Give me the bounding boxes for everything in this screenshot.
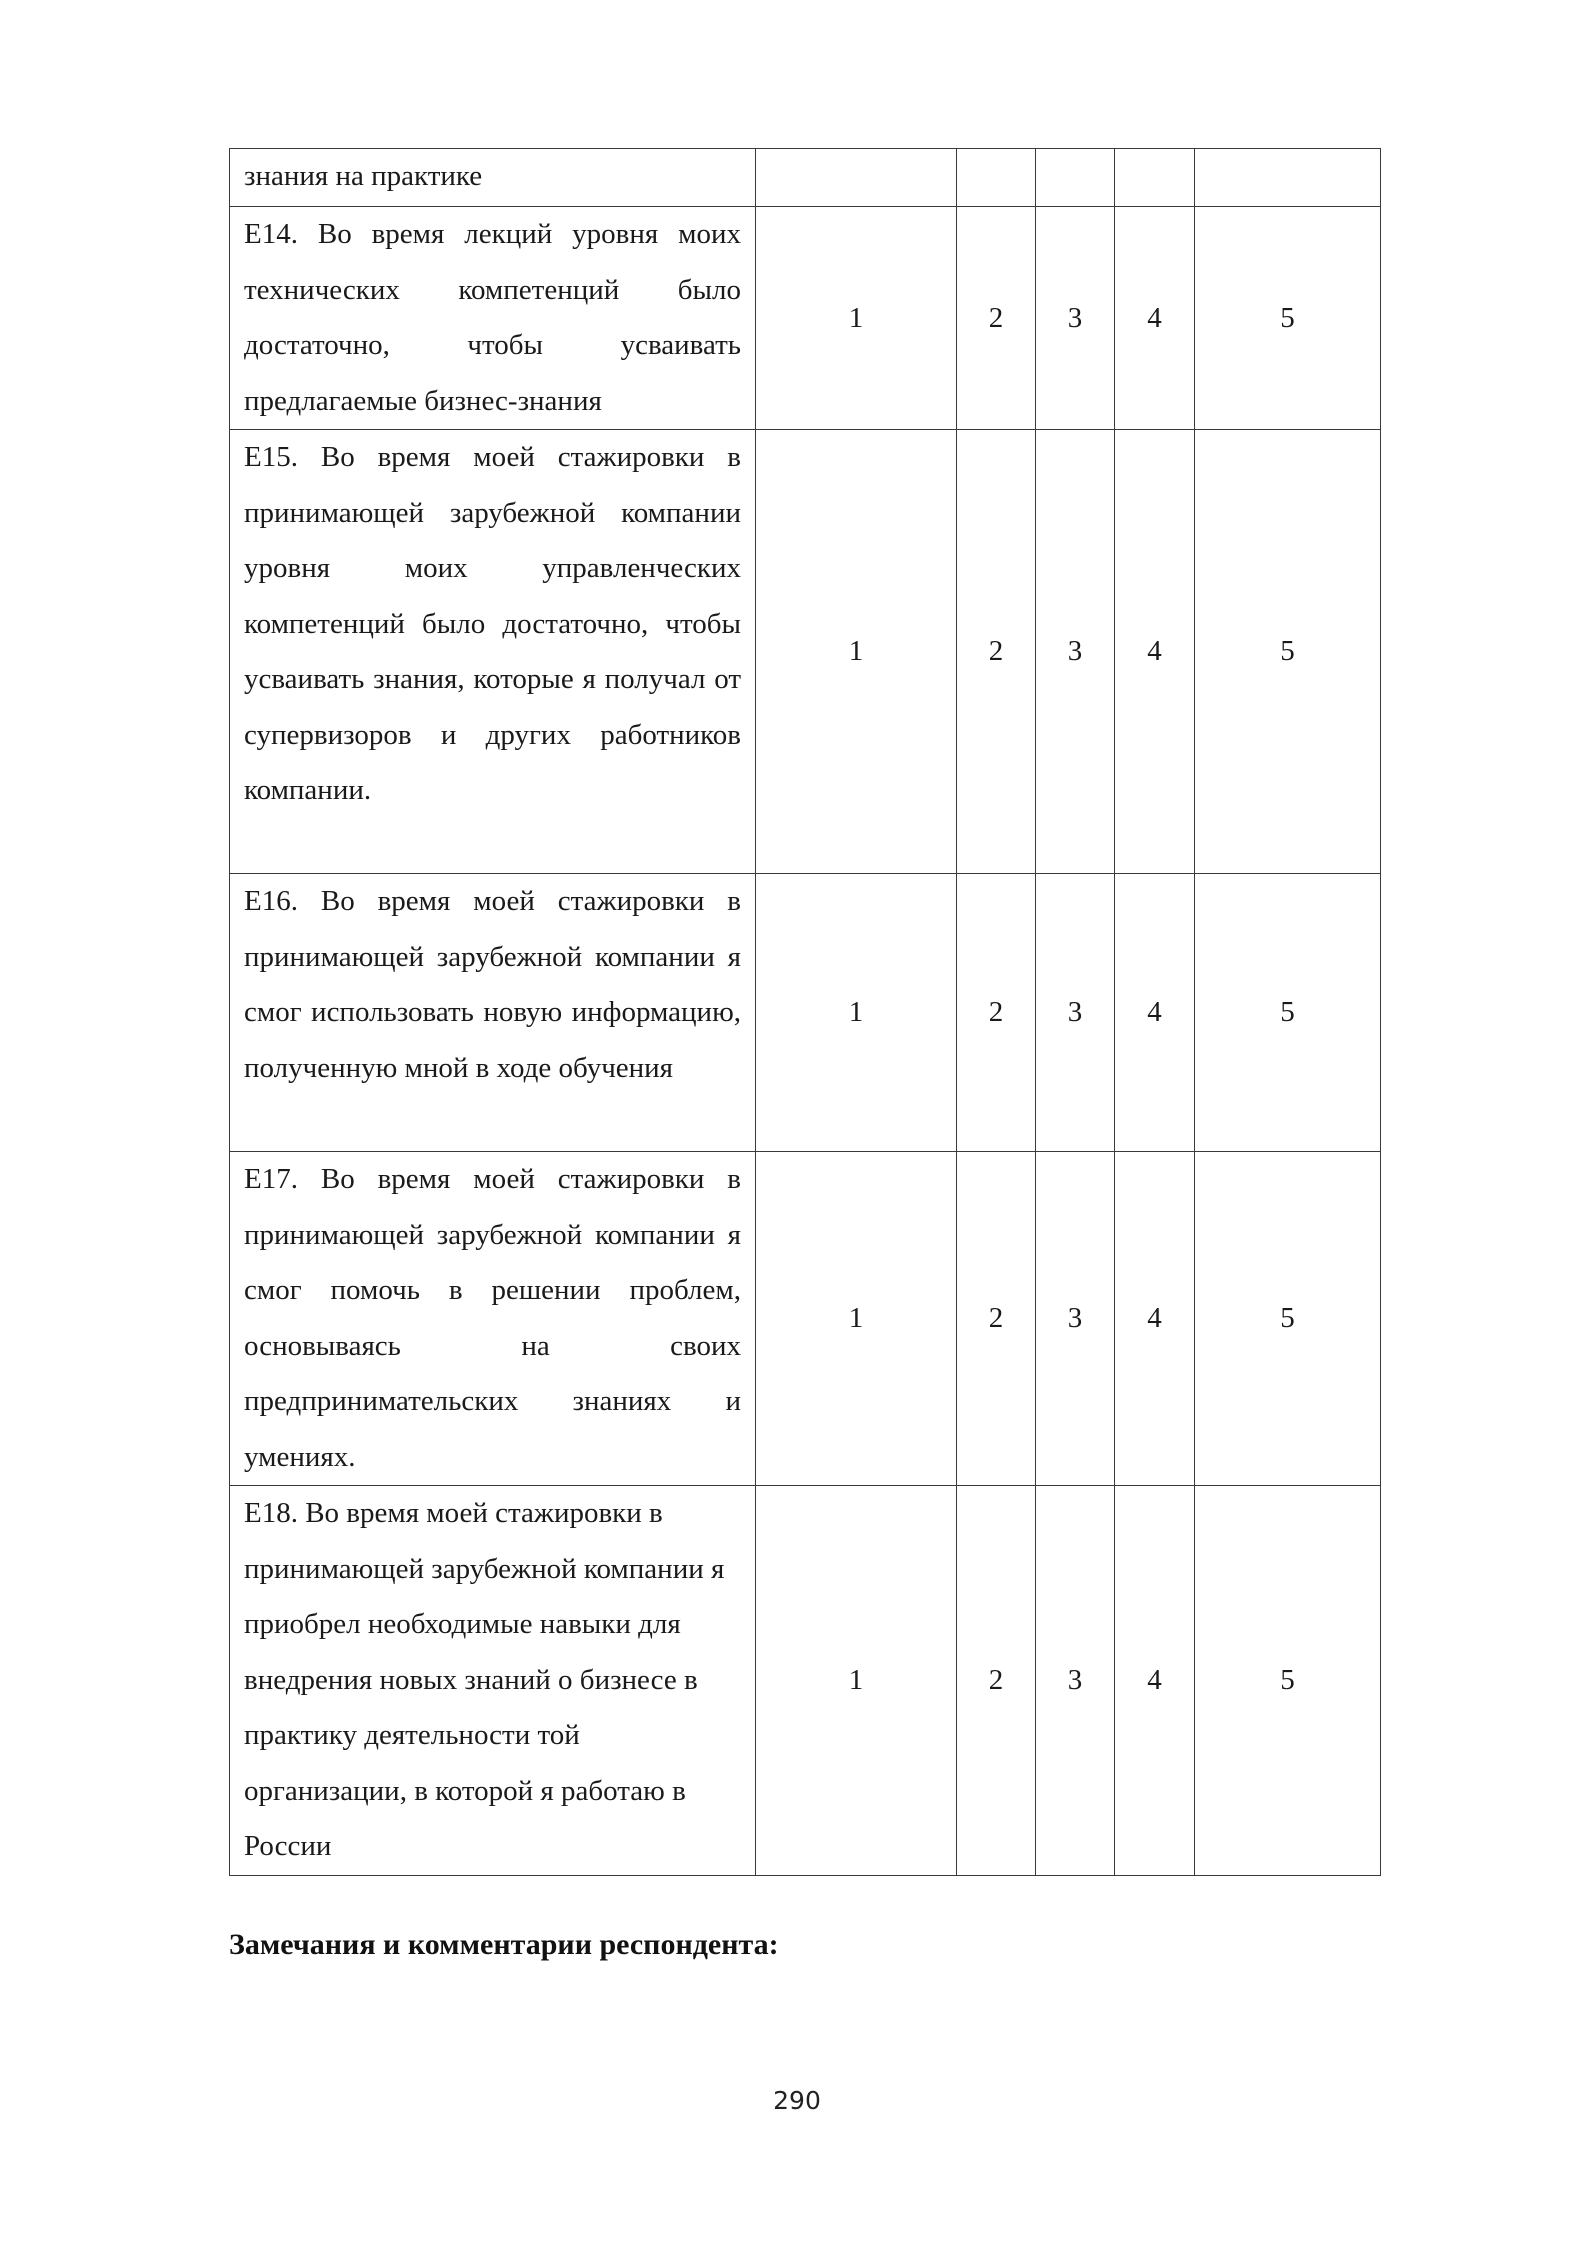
table-row — [230, 207, 1381, 430]
score-3-cell: 3 — [1036, 1486, 1115, 1876]
score-3-cell — [1036, 149, 1115, 207]
page-number: 290 — [773, 2086, 821, 2115]
question-text: E15. Во время моей стажировки в принимающей зарубежной компании уровня моих управленческих компетенций было достаточно, чтобы усваивать знания, которые я получал от супервизоров и других работников компании. — [230, 430, 756, 874]
score-1-cell: 1 — [756, 1486, 957, 1876]
score-4-cell: 4 — [1115, 1486, 1195, 1876]
score-3-cell: 3 — [1036, 207, 1115, 430]
table-row — [230, 1152, 1381, 1486]
table-row — [230, 149, 1381, 207]
score-2-cell: 2 — [957, 874, 1036, 1152]
score-2-cell: 2 — [957, 1152, 1036, 1486]
table-row — [230, 874, 1381, 1152]
table-row — [230, 430, 1381, 874]
score-5-cell: 5 — [1195, 207, 1381, 430]
score-4-cell: 4 — [1115, 874, 1195, 1152]
question-text: E17. Во время моей стажировки в принимающей зарубежной компании я смог помочь в решении проблем, основываясь на своих предпринимательских знаниях и умениях. — [230, 1152, 756, 1486]
score-3-cell: 3 — [1036, 1152, 1115, 1486]
score-4-cell: 4 — [1115, 207, 1195, 430]
comments-heading: Замечания и комментарии респондента: — [229, 1928, 779, 1961]
score-2-cell: 2 — [957, 207, 1036, 430]
score-2-cell: 2 — [957, 1486, 1036, 1876]
question-text: E18. Во время моей стажировки в принимающей зарубежной компании я приобрел необходимые навыки для внедрения новых знаний о бизнесе в практику деятельности той организации, в которой я работаю в России — [230, 1486, 756, 1876]
survey-table — [229, 148, 1381, 1876]
score-5-cell: 5 — [1195, 1152, 1381, 1486]
score-3-cell: 3 — [1036, 430, 1115, 874]
score-4-cell: 4 — [1115, 1152, 1195, 1486]
score-2-cell: 2 — [957, 430, 1036, 874]
score-5-cell — [1195, 149, 1381, 207]
score-1-cell: 1 — [756, 430, 957, 874]
score-2-cell — [957, 149, 1036, 207]
score-4-cell: 4 — [1115, 430, 1195, 874]
score-5-cell: 5 — [1195, 874, 1381, 1152]
score-1-cell: 1 — [756, 207, 957, 430]
score-4-cell — [1115, 149, 1195, 207]
score-1-cell: 1 — [756, 874, 957, 1152]
score-1-cell: 1 — [756, 1152, 957, 1486]
score-5-cell: 5 — [1195, 430, 1381, 874]
score-1-cell — [756, 149, 957, 207]
question-text: E16. Во время моей стажировки в принимающей зарубежной компании я смог использовать новую информацию, полученную мной в ходе обучения — [230, 874, 756, 1152]
score-3-cell: 3 — [1036, 874, 1115, 1152]
question-text: знания на практике — [230, 149, 756, 207]
question-text: E14. Во время лекций уровня моих технических компетенций было достаточно, чтобы усваивать предлагаемые бизнес-знания — [230, 207, 756, 430]
table-row — [230, 1486, 1381, 1876]
score-5-cell: 5 — [1195, 1486, 1381, 1876]
